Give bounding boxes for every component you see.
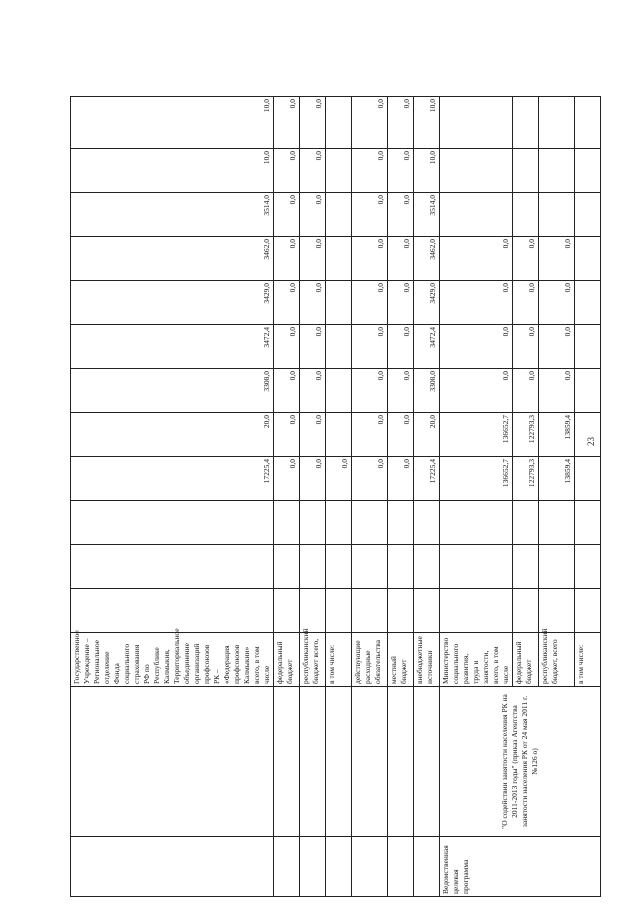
year-value: 0,0 <box>388 237 414 281</box>
empty-cell <box>388 501 414 545</box>
empty-cell <box>575 589 601 633</box>
year-value: 0,0 <box>274 325 300 369</box>
year-value: 20,0 <box>71 413 274 457</box>
year-value <box>575 281 601 325</box>
empty-cell <box>300 501 326 545</box>
year-value <box>326 149 352 193</box>
source-label: федеральный бюджет <box>513 633 539 687</box>
empty-cell <box>414 687 440 837</box>
year-value: 0,0 <box>300 97 326 149</box>
source-label: действующие расходные обязательства <box>352 633 388 687</box>
source-label: внебюджетные источники <box>414 633 440 687</box>
source-label: республиканский бюджет всего, <box>300 633 326 687</box>
year-value <box>326 325 352 369</box>
year-value: 0,0 <box>388 413 414 457</box>
empty-cell <box>513 501 539 545</box>
year-value: 0,0 <box>352 413 388 457</box>
year-value <box>440 193 513 237</box>
table-row <box>326 97 352 897</box>
year-value: 3462,0 <box>71 237 274 281</box>
total-value <box>575 457 601 501</box>
year-value: 3462,0 <box>414 237 440 281</box>
empty-cell <box>352 545 388 589</box>
empty-cell <box>300 687 326 837</box>
year-value: 0,0 <box>539 325 575 369</box>
year-value <box>513 149 539 193</box>
year-value <box>575 193 601 237</box>
empty-cell <box>414 501 440 545</box>
total-value: 17225,4 <box>71 457 274 501</box>
total-value: 0,0 <box>352 457 388 501</box>
empty-cell <box>71 837 274 897</box>
total-value: 13859,4 <box>539 457 575 501</box>
empty-cell <box>388 687 414 837</box>
empty-cell <box>274 545 300 589</box>
year-value: 0,0 <box>352 193 388 237</box>
table-row <box>440 97 513 897</box>
total-value: 0,0 <box>300 457 326 501</box>
year-value: 0,0 <box>300 369 326 413</box>
total-value: 0,0 <box>388 457 414 501</box>
year-value: 0,0 <box>513 237 539 281</box>
year-value <box>539 97 575 149</box>
year-value <box>513 193 539 237</box>
table-row <box>388 97 414 897</box>
empty-cell <box>575 501 601 545</box>
empty-cell <box>300 589 326 633</box>
empty-cell <box>71 687 274 837</box>
empty-cell <box>352 501 388 545</box>
empty-cell <box>440 589 513 633</box>
table-row <box>71 97 274 897</box>
program-type-label: Ведомственная целевая программа <box>440 837 601 897</box>
total-value: 17225,4 <box>414 457 440 501</box>
empty-cell <box>414 837 440 897</box>
year-value <box>326 413 352 457</box>
empty-cell <box>352 589 388 633</box>
empty-cell <box>326 687 352 837</box>
year-value: 0,0 <box>300 193 326 237</box>
table-row <box>274 97 300 897</box>
year-value <box>575 97 601 149</box>
rotated-table-frame <box>70 97 585 897</box>
empty-cell <box>388 589 414 633</box>
year-value: 0,0 <box>388 193 414 237</box>
empty-cell <box>326 501 352 545</box>
year-value <box>575 325 601 369</box>
empty-cell <box>440 501 513 545</box>
year-value <box>513 97 539 149</box>
year-value: 0,0 <box>539 369 575 413</box>
year-value: 3514,0 <box>414 193 440 237</box>
empty-cell <box>352 687 388 837</box>
year-value: 0,0 <box>300 281 326 325</box>
year-value: 20,0 <box>414 413 440 457</box>
year-value: 0,0 <box>440 237 513 281</box>
year-value: 136652,7 <box>440 413 513 457</box>
empty-cell <box>326 837 352 897</box>
year-value: 0,0 <box>352 369 388 413</box>
empty-cell <box>300 545 326 589</box>
total-value: 0,0 <box>326 457 352 501</box>
empty-cell <box>513 545 539 589</box>
year-value <box>440 149 513 193</box>
year-value <box>326 193 352 237</box>
empty-cell <box>326 545 352 589</box>
year-value: 3514,0 <box>71 193 274 237</box>
empty-cell <box>513 589 539 633</box>
year-value: 0,0 <box>300 413 326 457</box>
empty-cell <box>539 589 575 633</box>
year-value: 0,0 <box>352 97 388 149</box>
year-value: 0,0 <box>274 193 300 237</box>
year-value <box>326 97 352 149</box>
year-value: 0,0 <box>440 369 513 413</box>
total-value: 122793,3 <box>513 457 539 501</box>
year-value: 0,0 <box>300 237 326 281</box>
year-value: 0,0 <box>539 237 575 281</box>
empty-cell <box>274 501 300 545</box>
year-value: 0,0 <box>388 325 414 369</box>
empty-cell <box>414 589 440 633</box>
year-value <box>539 149 575 193</box>
year-value: 0,0 <box>352 281 388 325</box>
year-value: 0,0 <box>300 325 326 369</box>
source-label: местный бюджет <box>388 633 414 687</box>
empty-cell <box>326 589 352 633</box>
year-value <box>326 237 352 281</box>
year-value: 10,0 <box>71 97 274 149</box>
empty-cell <box>539 545 575 589</box>
total-value: 136652,7 <box>440 457 513 501</box>
empty-cell <box>539 501 575 545</box>
year-value <box>575 413 601 457</box>
empty-cell <box>300 837 326 897</box>
source-label: в том числе: <box>575 633 601 687</box>
table-row <box>300 97 326 897</box>
empty-cell <box>274 687 300 837</box>
year-value: 0,0 <box>352 325 388 369</box>
year-value <box>326 369 352 413</box>
source-label: Министерство социального развития, труда и занятости, всего, в том числе <box>440 633 513 687</box>
total-value: 0,0 <box>274 457 300 501</box>
year-value: 0,0 <box>388 281 414 325</box>
year-value: 0,0 <box>388 369 414 413</box>
table-row <box>414 97 440 897</box>
empty-cell <box>274 837 300 897</box>
year-value: 0,0 <box>440 325 513 369</box>
year-value: 0,0 <box>300 149 326 193</box>
source-label: Государственное Учреждение – Региональное отделение Фонда социального страхования РФ по Республике Калмыкия, Территориальное объединение организаций профсоюзов РК – «Федерация профсоюзов Калмыкии» всего, в том числе <box>71 633 274 687</box>
year-value: 10,0 <box>414 97 440 149</box>
source-label: федеральный бюджет <box>274 633 300 687</box>
year-value: 3308,0 <box>414 369 440 413</box>
empty-cell <box>274 589 300 633</box>
year-value: 0,0 <box>274 413 300 457</box>
source-label: в том числе: <box>326 633 352 687</box>
empty-cell <box>352 837 388 897</box>
empty-cell <box>414 545 440 589</box>
year-value: 0,0 <box>388 149 414 193</box>
year-value: 3429,0 <box>414 281 440 325</box>
year-value: 0,0 <box>352 149 388 193</box>
empty-cell <box>71 501 274 545</box>
year-value: 3472,4 <box>71 325 274 369</box>
year-value: 0,0 <box>513 369 539 413</box>
year-value: 0,0 <box>274 97 300 149</box>
year-value: 0,0 <box>440 281 513 325</box>
empty-cell <box>440 545 513 589</box>
year-value: 13859,4 <box>539 413 575 457</box>
year-value: 3429,0 <box>71 281 274 325</box>
year-value: 10,0 <box>71 149 274 193</box>
landscape-table-wrapper <box>70 97 585 897</box>
year-value: 0,0 <box>539 281 575 325</box>
empty-cell <box>388 545 414 589</box>
year-value: 122793,3 <box>513 413 539 457</box>
year-value: 0,0 <box>274 149 300 193</box>
year-value: 0,0 <box>274 237 300 281</box>
year-value: 0,0 <box>513 325 539 369</box>
year-value <box>575 369 601 413</box>
year-value <box>326 281 352 325</box>
program-title: "О содействии занятости населения РК на 2011-2013 годы" (приказ Агентства занятости населения РК от 24 мая 2011 г. №126 о) <box>440 687 601 837</box>
year-value: 0,0 <box>274 369 300 413</box>
year-value: 0,0 <box>388 97 414 149</box>
year-value: 0,0 <box>513 281 539 325</box>
year-value: 3308,0 <box>71 369 274 413</box>
year-value: 10,0 <box>414 149 440 193</box>
year-value: 0,0 <box>352 237 388 281</box>
empty-cell <box>71 545 274 589</box>
page-number: 23 <box>586 437 596 446</box>
year-value: 3472,4 <box>414 325 440 369</box>
source-label: республиканский бюджет, всего <box>539 633 575 687</box>
year-value <box>575 149 601 193</box>
empty-cell <box>388 837 414 897</box>
year-value: 0,0 <box>274 281 300 325</box>
funding-table <box>70 96 601 897</box>
empty-cell <box>71 589 274 633</box>
table-row <box>352 97 388 897</box>
year-value <box>539 193 575 237</box>
empty-cell <box>575 545 601 589</box>
year-value <box>575 237 601 281</box>
year-value <box>440 97 513 149</box>
